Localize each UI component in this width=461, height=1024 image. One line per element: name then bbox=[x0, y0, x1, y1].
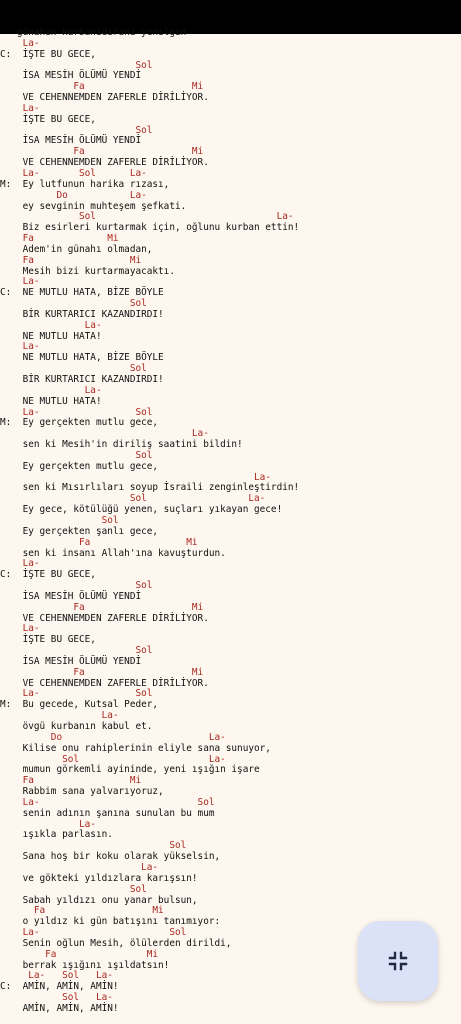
song-lines bbox=[0, 28, 461, 1015]
lyric-line: Biz esirleri kurtarmak için, oğlunu kurban ettin! bbox=[0, 222, 300, 234]
chord-line: La- bbox=[0, 319, 102, 331]
lyric-line: NE MUTLU HATA! bbox=[0, 395, 102, 407]
lyric-line: İSA MESİH ÖLÜMÜ YENDİ bbox=[0, 70, 142, 82]
chord-line: La- bbox=[0, 861, 159, 873]
lyric-line: İŞTE BU GECE, bbox=[0, 113, 96, 125]
chord-line: Fa Mi bbox=[0, 81, 204, 93]
lyric-line: M: Bu gecede, Kutsal Peder, bbox=[0, 699, 159, 711]
chord-line: Fa Mi bbox=[0, 254, 142, 266]
chord-line: Do La- bbox=[0, 731, 226, 743]
chord-line: La- Sol bbox=[0, 406, 153, 418]
chord-line: La- bbox=[0, 384, 102, 396]
chord-line: Sol La- bbox=[0, 753, 226, 765]
chord-line: La- bbox=[0, 818, 96, 830]
lyric-line: VE CEHENNEMDEN ZAFERLE DİRİLİYOR. bbox=[0, 157, 209, 169]
lyric-line: berrak ışığını ışıldatsın! bbox=[0, 959, 170, 971]
chord-line: La- Sol bbox=[0, 927, 187, 939]
lyric-line: İSA MESİH ÖLÜMÜ YENDİ bbox=[0, 135, 142, 147]
lyric-line: Adem'in günahı olmadan, bbox=[0, 243, 153, 255]
lyric-line: C: AMİN, AMİN, AMİN! bbox=[0, 981, 119, 993]
lyric-line: İŞTE BU GECE, bbox=[0, 634, 96, 646]
collapse-fullscreen-icon bbox=[386, 949, 410, 973]
lyric-line: AMİN, AMİN, AMİN! bbox=[0, 1002, 119, 1014]
chord-line: Fa Mi bbox=[0, 905, 164, 917]
lyric-line: BİR KURTARICI KAZANDIRDI! bbox=[0, 374, 164, 385]
chord-line: Sol bbox=[0, 514, 119, 526]
chord-line: La- Sol La- bbox=[0, 970, 113, 982]
lyric-line: VE CEHENNEMDEN ZAFERLE DİRİLİYOR. bbox=[0, 677, 209, 689]
chord-line: Sol La- bbox=[0, 493, 266, 505]
lyric-line: C: NE MUTLU HATA, BİZE BÖYLE bbox=[0, 287, 164, 299]
chord-line: Sol bbox=[0, 645, 153, 657]
lyric-line: NE MUTLU HATA! bbox=[0, 330, 102, 342]
chord-line: Sol bbox=[0, 883, 147, 895]
song-sheet[interactable] bbox=[0, 27, 461, 1024]
chord-line: Sol bbox=[0, 449, 153, 461]
chord-line: La- bbox=[0, 428, 209, 440]
lyric-line: günahın kurbanıdıranı yenılgın bbox=[0, 27, 187, 38]
lyric-line: C: İŞTE BU GECE, bbox=[0, 569, 96, 581]
chord-line: La- bbox=[0, 37, 40, 49]
lyric-line: VE CEHENNEMDEN ZAFERLE DİRİLİYOR. bbox=[0, 612, 209, 624]
chord-line: Sol bbox=[0, 363, 147, 375]
lyric-line: VE CEHENNEMDEN ZAFERLE DİRİLİYOR. bbox=[0, 92, 209, 104]
chord-line: Fa Mi bbox=[0, 666, 204, 678]
chord-line: La- Sol La- bbox=[0, 167, 147, 179]
lyric-line: M: Ey gerçekten mutlu gece, bbox=[0, 417, 159, 429]
chord-line: La- bbox=[0, 102, 40, 114]
chord-line: Fa Mi bbox=[0, 775, 142, 787]
chord-line: Sol La- bbox=[0, 992, 113, 1004]
exit-fullscreen-button[interactable] bbox=[358, 921, 438, 1001]
chord-line: Sol bbox=[0, 580, 153, 592]
chord-line: Sol La- bbox=[0, 211, 294, 223]
chord-line: Do La- bbox=[0, 189, 147, 201]
lyric-line: İSA MESİH ÖLÜMÜ YENDİ bbox=[0, 655, 142, 667]
chord-line: Sol bbox=[0, 59, 153, 71]
chord-line: La- bbox=[0, 276, 40, 288]
chord-line: Sol bbox=[0, 298, 147, 310]
lyric-line: BİR KURTARICI KAZANDIRDI! bbox=[0, 308, 164, 320]
chord-line: La- Sol bbox=[0, 688, 153, 700]
lyric-line: övgü kurbanın kabul et. bbox=[0, 721, 153, 732]
lyric-line: mumun görkemli ayininde, yeni ışığın işare bbox=[0, 764, 260, 776]
lyric-line: Kilise onu rahiplerinin eliyle sana sunuyor, bbox=[0, 742, 271, 754]
chord-line: La- bbox=[0, 623, 40, 635]
lyric-line: M: Ey lutfunun harika rızası, bbox=[0, 178, 170, 190]
lyric-line: sen ki insanı Allah'ına kavuşturdun. bbox=[0, 547, 226, 559]
lyric-line: C: İŞTE BU GECE, bbox=[0, 48, 96, 60]
lyric-line: ey sevginin muhteşem şefkati. bbox=[0, 200, 187, 212]
chord-line: Fa Mi bbox=[0, 536, 198, 548]
lyric-line: sen ki Mısırlıları soyup İsraili zenginleştirdin! bbox=[0, 482, 300, 494]
lyric-line: Mesih bizi kurtarmayacaktı. bbox=[0, 265, 175, 277]
lyric-line: Ey gece, kötülüğü yenen, suçları yıkayan gece! bbox=[0, 504, 283, 516]
chord-line: Fa Mi bbox=[0, 146, 204, 158]
chord-line: La- bbox=[0, 710, 119, 722]
lyric-line: sen ki Mesih'in diriliş saatini bildin! bbox=[0, 439, 243, 451]
lyric-line: NE MUTLU HATA, BİZE BÖYLE bbox=[0, 352, 164, 364]
chord-line: Sol bbox=[0, 124, 153, 136]
lyric-line: Senin oğlun Mesih, ölülerden dirildi, bbox=[0, 937, 232, 949]
lyric-line: senin adının şanına sunulan bu mum bbox=[0, 807, 215, 819]
chord-line: Fa Mi bbox=[0, 601, 204, 613]
chord-line: La- Sol bbox=[0, 796, 215, 808]
lyric-line: Ey gerçekten şanlı gece, bbox=[0, 525, 159, 537]
chord-line: La- bbox=[0, 471, 271, 483]
lyric-line: Ey gerçekten mutlu gece, bbox=[0, 460, 159, 472]
lyric-line: ve gökteki yıldızlara karışsın! bbox=[0, 872, 198, 884]
lyric-line: İSA MESİH ÖLÜMÜ YENDİ bbox=[0, 590, 142, 602]
chord-line: La- bbox=[0, 558, 40, 570]
chord-line: Fa Mi bbox=[0, 948, 159, 960]
chord-line: La- bbox=[0, 341, 40, 353]
lyric-line: Sana hoş bir koku olarak yükselsin, bbox=[0, 851, 221, 863]
lyric-line: Sabah yıldızı onu yanar bulsun, bbox=[0, 894, 198, 906]
chord-line: Fa Mi bbox=[0, 233, 119, 245]
lyric-line: o yıldız ki gün batışını tanımıyor: bbox=[0, 916, 221, 928]
lyric-line: ışıkla parlasın. bbox=[0, 829, 113, 841]
lyric-line: Rabbim sana yalvarıyoruz, bbox=[0, 786, 164, 798]
chord-line: Sol bbox=[0, 840, 187, 852]
